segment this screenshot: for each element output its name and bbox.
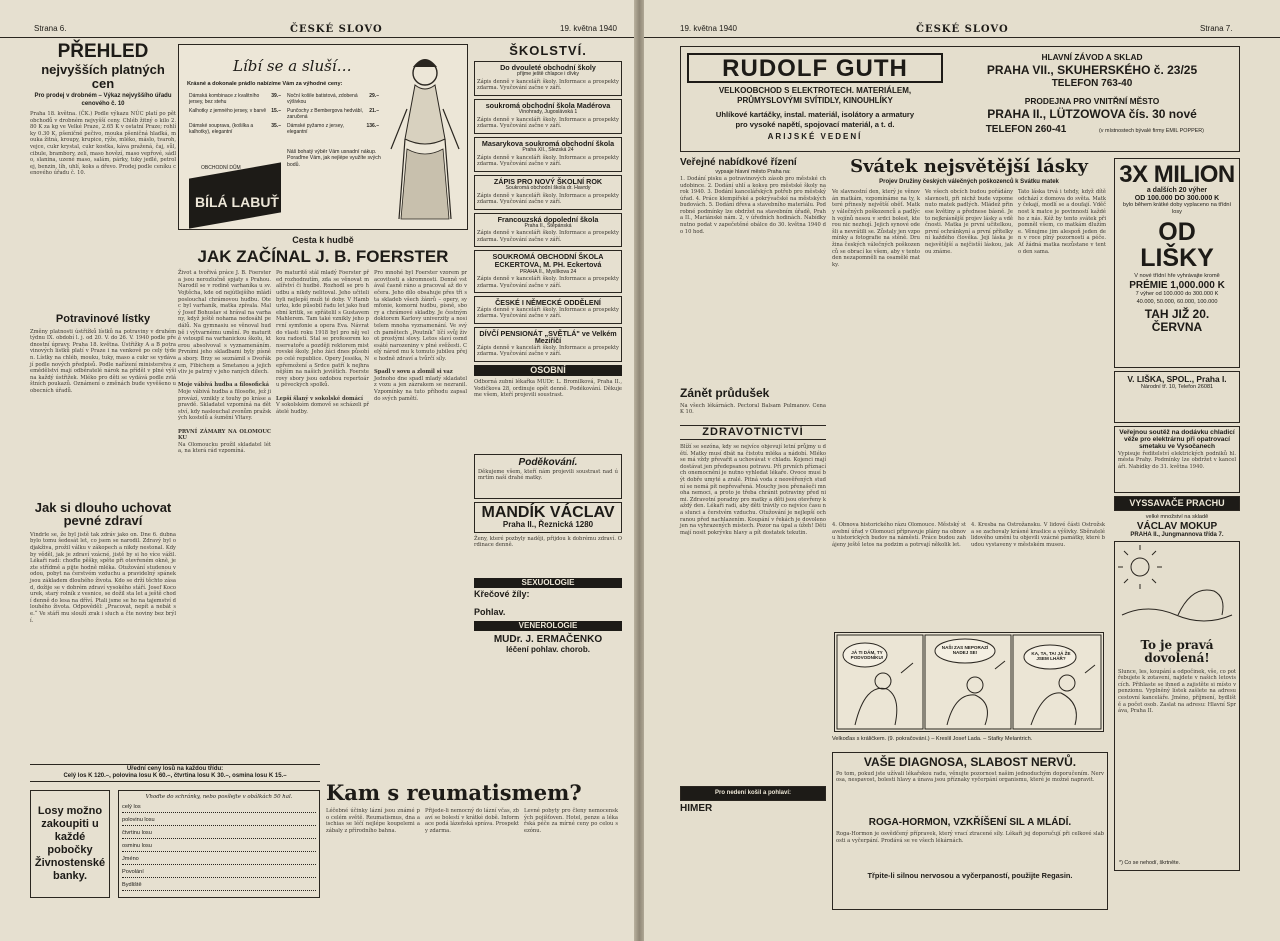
libi-logo-text: BÍLÁ LABUŤ (195, 194, 279, 210)
order-form-label: Bydliště (122, 882, 142, 888)
guth-name: RUDOLF GUTH (687, 53, 943, 83)
libi-logo-top: OBCHODNÍ DŮM (201, 165, 241, 171)
guth-hq-phone: TELEFON 763-40 (1051, 78, 1133, 89)
libi-item (189, 93, 281, 105)
lottery-price-title: Úřední ceny losů na každou třídu: (30, 764, 320, 773)
order-form (118, 790, 320, 898)
himer-label: Pro nedení košil a pohlaví: (714, 790, 792, 797)
verejnou-body: Vypisuje ředitelství elektrických podniků hl. města Prahy. Podmínky lze obdržet v kanceláři. Nabídky do 31. května 1940. (1118, 450, 1236, 470)
bila-labut-logo (187, 155, 285, 221)
libi-item-name: Dámská kombinace z kvalitního jersey, bez stehu (189, 93, 260, 105)
order-form-row[interactable] (122, 827, 316, 839)
diagnosa-title: VAŠE DIAGNOSA, SLABOST NERVŮ. (863, 755, 1077, 769)
school-ad-title: soukromá obchodní škola Madérova (485, 100, 611, 110)
potravinove-body: Změny platnosti ústřižků lístků na potraviny v druhém týdnu IX. období l. j. od 20. V. do 26. V. 1940 podle přednostní úpravy. Praha 18. května. Ústřižky A a B potravinových lístků platí v Praze i na venkově po celý týden. Lístky na chléb, mouku, tuky, maso a cukr se vydávají podle nových předpisů. Podle nařízení ministerstva zemědělství mají odběratelé nárok na příděl v plné výši na každý ústřižek. Mléko pro děti se vydává podle zvláštních poukazů. Oznámení o změnách bude vyvěšeno u obecních úřadů. (30, 328, 176, 394)
diagnosa-body: Po tom, pokud jste užívali lékařskou radu, věnujte pozornost našim jednoduchým doporučením. Nervosa, nespavost, bolesti hlavy a únava jsou příznaky vyčerpání organismu, které je možné napravit. (836, 770, 1104, 784)
vyssavace-title: VYSSAVAČE PRACHU (1129, 497, 1225, 508)
svatek-col-3: Tato láska trvá i tehdy, když dítě odchází z domova do světa. Matky čekají, modlí se a doufají. Vděčnost k matce je povinností každého z nás. Kéž by tento svátek připomněl všem, co matkám dlužíme. Věnujme jim alespoň jeden den v roce plný pozornosti a péče. Ať žádná matka nezůstane v tento den sama. (1018, 189, 1106, 255)
milion-l7: 40.000, 50.000, 60.000, 100.000 (1136, 298, 1218, 305)
svatek-title: Svátek nejsvětější lásky (850, 156, 1088, 177)
roga-title: ROGA-HORMON, VZKŘÍŠENÍ SIL A MLÁDÍ. (868, 816, 1072, 828)
vyssavace-brand: VÁCLAV MOKUP (1136, 520, 1218, 532)
foerster-sec2-heading: Moje vábivá hudba a filosofická (178, 382, 269, 389)
krecove-title: Křečové žíly: (474, 589, 530, 600)
issue-date: 19. května 1940 (560, 24, 617, 33)
foerster-sec3-heading: PRVNÍ ZÁMARY NA OLOMOUCKU (178, 428, 271, 442)
milion-l1: a dalších 20 výher (1146, 187, 1208, 195)
milion-title: 3X MILION (1119, 161, 1235, 188)
osobni-body: Odborná zubní lékařka MUDr. L. Bromilková, Praha II., Vodičkova 28, ordinuje opět denně. Podékování. Děkujeme všem, kteří projevili soustrast. (474, 379, 622, 399)
roga-body: Roga-Hormon je osvědčený přípravek, který vrací ztracené síly. Lékaři jej doporučují při celkové slabosti a vyčerpání. Prodává se ve všech lékárnách. (836, 831, 1104, 844)
verejne-column (680, 157, 826, 815)
rudolf-guth-ad (680, 46, 1240, 152)
reuma-col-2: Přijede-li nemocný do lázní včas, zbaví se bolestí v krátké době. Informace podá lázeňská správa. Prospekty zdarma. (425, 808, 519, 834)
foerster-title: JAK ZAČÍNAL J. B. FOERSTER (197, 247, 449, 267)
right-masthead: ČESKÉ SLOVO (916, 24, 1009, 35)
school-ad (474, 250, 622, 293)
libi-item-name: Kalhotky z jemného jersey, v barvě (189, 108, 267, 114)
liska-brand: OD LIŠKY (1140, 217, 1214, 272)
kresba-notice: 4. Kresba na Ostrožansku. V lidové části Ostrožska se zachovaly krásné kraslice a výšivky. Sběratelé lidového umění tu objevili vzácné památky, které budou vystaveny v městském museu. (971, 522, 1105, 548)
venerologie-title: VENEROLOGIE (474, 621, 622, 631)
libi-headline: Líbí se a sluší… (233, 57, 352, 75)
order-form-label: osminu losu (122, 843, 152, 849)
cesta-kicker: Cesta k hudbě (292, 235, 354, 245)
vyssavace-ad (1114, 496, 1240, 511)
podekovani-title: Poděkování. (518, 457, 578, 469)
mandik-title: MANDÍK VÁCLAV (481, 503, 615, 521)
order-form-label: polovinu losu (122, 817, 155, 823)
lottery-prices: Celý los K 120.–, polovina losu K 60.–, čtvrtina losu K 30.–, osmina losu K 15.– (30, 773, 320, 781)
dovolena-title: To je pravá dovolená! (1140, 638, 1214, 665)
foerster-article (178, 236, 468, 762)
right-page-header (644, 10, 1280, 38)
libi-item-name: Dámské pyžamo z jersey, elegantní (287, 123, 344, 135)
tripte-text: Třpite-li silnou nervosou a vyčerpaností, použijte Regasin. (867, 871, 1073, 881)
guth-shop-phone: TELEFON 260-41 (985, 124, 1067, 135)
right-issue-date: 19. května 1940 (680, 24, 737, 33)
cartoon-bubble-3: KA, TA, TA! JÁ ŽE JSEM LHÁŘ? (1031, 651, 1071, 661)
woman-illustration-icon (385, 49, 465, 227)
order-form-label: celý los (122, 804, 141, 810)
school-ad (474, 99, 622, 134)
zanet-body: Na všech lékárnách. Pectoral Balsam Pulmanov. Cena K 10. (680, 402, 826, 416)
libi-item (189, 123, 281, 135)
obnova-notice: 4. Obnova historického rázu Olomouce. Městský stavební úřad v Olomouci připravuje plány na obnovu historických budov na náměstí. Práce budou zahájeny ještě letos na podzim a potrvají několik let. (832, 522, 966, 548)
himer-name: HIMER (680, 803, 713, 815)
lottery-block (30, 764, 320, 904)
libi-item-list (189, 93, 379, 135)
milion-tah: TAH JIŽ 20. ČERVNA (1144, 306, 1210, 334)
dovolena-footnote: *) Co se nehodí, škrtněte. (1119, 860, 1181, 867)
school-ad (474, 213, 622, 248)
order-form-rows (122, 801, 316, 891)
school-ad-body: Zápis denně v kanceláři školy. Informace a prospekty zdarma. Vyučování začne v září. (477, 344, 619, 358)
verejne-sub: vypsaje hlavní město Praha na: (715, 168, 791, 175)
right-page (644, 0, 1280, 941)
school-ad (474, 61, 622, 96)
libi-item-price: 35.– (271, 123, 281, 129)
school-ad-title: ČESKÉ I NĚMECKÉ ODDĚLENÍ (495, 298, 601, 308)
liska-sub: Národní tř. 10, Telefon 26081 (1140, 383, 1214, 390)
school-ad-title: ZÁPIS PRO NOVÝ ŠKOLNÍ ROK (493, 176, 603, 186)
school-ad-title: Do dvouleté obchodní školy (500, 62, 596, 72)
skolstvi-column (474, 44, 622, 780)
skolstvi-title: ŠKOLSTVÍ. (509, 43, 587, 58)
left-page-header (0, 10, 636, 38)
ermacenko-sub: léčení pohlav. chorob. (506, 644, 590, 654)
reuma-col-1: Léčebné účinky lázní jsou známé po celém světě. Reumatismus, dna a ischias se léčí nejlépe koupelemi a zábaly z přírodního bahna. (326, 808, 420, 834)
order-form-row[interactable] (122, 879, 316, 891)
libi-item-price: 21.– (369, 108, 379, 114)
foerster-sec5-heading: Spadl v sovu a zlomil si vaz (374, 369, 453, 376)
libi-item (287, 123, 379, 135)
school-ad (474, 137, 622, 172)
lada-cartoon (834, 632, 1104, 732)
guth-line2: PRŮMYSLOVÝMI SVÍTIDLY, KINOUHLÍKY (737, 96, 893, 105)
podekovani-body: Děkujeme všem, kteří nám projevili soustrast nad úmrtím naší drahé matky. (478, 468, 618, 482)
guth-shop-note: (v místnostech bývalé firmy EMIL POPPER) (1099, 128, 1204, 134)
cartoon-bubble-1: JÁ TI DÁM, TY PODVODNÍKU! (850, 650, 884, 660)
liska-name: V. LIŠKA, SPOL., Praha I. (1127, 374, 1227, 384)
school-ad-sub: Vinohrady, Jugoslávská 1 (518, 109, 578, 116)
potravinove-title: Potravinové lístky (55, 313, 151, 326)
sun-beach-illustration-icon (1118, 545, 1234, 635)
liska-ad (1114, 158, 1240, 368)
prehled-subtitle: nejvyšších platných cen (41, 61, 165, 91)
libi-item-name: Dámské souprava, (košilka a kalhotky), elegantní (189, 123, 254, 135)
sexualogie-title: SEXUOLOGIE (474, 578, 622, 588)
svatek-notices (832, 522, 1106, 626)
order-form-row[interactable] (122, 866, 316, 878)
libi-sub: Krásné a dokonale prádlo nabízíme Vám za výhodné ceny: (187, 81, 343, 87)
libi-item-price: 136.– (366, 123, 379, 129)
school-ad-body: Zápis denně v kanceláři školy. Informace a prospekty zdarma. Vyučování začne v září. (477, 192, 619, 206)
verejne-body: 1. Dodání pisku a potravinových zásob pro městské chudobince. 2. Dodání uhlí a koksu pro městské školy na rok 1940. 3. Dodání kancelářských potřeb pro městský úřad. 4. Práce klempířské a pokrývačské na městských budovách. 5. Dodání dřeva a stavebního materiálu. Podrobné podmínky lze obdržet na stavebním úřadě, Praha II., Mariánské nám. 2, v úředních hodinách. Nabídky nutno podat v zapečetěné obálce do 30. května 1940 do 10 hod. (680, 175, 826, 235)
osobni-title: OSOBNÍ (474, 365, 622, 376)
cartoon-bubble-2: NAŠI ZAS NEPORAZÍ NADEJ SE! (941, 645, 989, 655)
libi-note: Náš bohatý výběr Vám usnadní nákup. Poraďme Vám, jak nejlépe využíte svých bodů. (287, 149, 381, 168)
order-form-label: Jméno (122, 856, 139, 862)
guth-line3: Uhlíkové kartáčky, instal. materiál, isolátory a armatury (715, 110, 915, 119)
school-ad-sub: Soukromá obchodní škola dr. Havrdy (505, 185, 591, 192)
milion-l4: V nové třídní hře vyhrávajte kromě (1134, 273, 1220, 280)
milion-l6: 7 výher od 100.000 do 300.000 K (1135, 291, 1219, 298)
prehled-desc: Pro prodej v drobném – Výkaz nejvyššího úřadu cenového č. 10 (34, 93, 172, 107)
guth-line5: ARIJSKÉ VEDENÍ (767, 132, 863, 141)
school-ad-title: DÍVČÍ PENSIONÁT „SVĚTLÁ" ve Velkém Meziříčí (479, 328, 617, 346)
school-ad-list (474, 61, 622, 362)
order-form-title: Vhodte do schránky, nebo posílejte v obálkách 50 hal. (145, 794, 293, 800)
jak-dlouho-title: Jak si dlouho uchovat pevné zdraví (34, 499, 172, 529)
libi-item-price: 15.– (271, 108, 281, 114)
guth-line1: VELKOOBCHOD S ELEKTROTECH. MATERIÁLEM, (718, 86, 912, 95)
school-ad-sub: Praha II., Štěpánská (524, 223, 572, 230)
school-ad-title: SOUKROMÁ OBCHODNÍ ŠKOLA ECKERTOVA, M. PH. Eckertová (492, 252, 604, 270)
diagnosa-ad (832, 752, 1108, 910)
foerster-col-1: Život a tvořivá práce J. B. Foerstera jsou nerozlučně spjaty s Prahou. Narodil se v rodině varhaníka u sv. Vojtěcha, kde od nejútlejšího mládí poslouchal chrámovou hudbu. Otec byl varhaník, matka zpívala. Malý Josef Bohuslav si hrával na varhany, když ještě nohama nedosáhl pedálů. Na gymnasiu se věnoval hudbě i výtvarnému umění. Po maturitě vstoupil na varhanickou školu, kterou absolvoval s vyznamenáním. Prvními jeho skladbami byly písně a sbory. Brzy se seznámil s Dvořákem, Fibichem a Smetanou a jejich vliv je patrný v jeho raných dílech. Moje vábivá hudba a filosofická Moje vábivá hudba a filosofie, jež ji provází, vznikly z touhy po kráse a pravdě. Skladatel vzpomíná na dětství, kdy naslouchal zvonům pražských kostelů a šumění Vltavy. PRVNÍ ZÁMARY NA OLOMOUCKU Na Olomoucku prožil skladatel léta, na která rád vzpomíná. (178, 270, 272, 455)
page-number: Strana 6. (34, 24, 67, 33)
mandik-body: Ženy, které pozbyly naději, přijdou k dobrému zdraví. Ordinace denně. (474, 535, 622, 549)
school-ad-body: Zápis denně v kanceláři školy. Informace a prospekty zdarma. Vyučování začne v září. (477, 116, 619, 130)
dovolena-ad (1114, 541, 1240, 871)
school-ad-body: Zápis denně v kanceláři školy. Informace a prospekty zdarma. Vyučování začne v září. (477, 78, 619, 92)
school-ad (474, 296, 622, 324)
order-form-row[interactable] (122, 853, 316, 865)
school-ad (474, 175, 622, 210)
order-form-row[interactable] (122, 814, 316, 826)
jak-dlouho-body: Vindrle se, že byl jistě tak zdráv jako on. Dne 6. dubna bylo tomu šedesát let, co jsem se narodil. Zdravý byl odjakživa, prožil válku v zákopech a nikdy nestonal. Kdyby věděl, jak je zdraví vzácné, jistě by si ho více vážil. Lékaři radí: choďte pěšky, spěte při otevřeném okně, jezte střídmě a pijte hodně mléka. Otužování studenou vodou, pobyt na čerstvém vzduchu a pravidelný spánek jsou základem dlouhého života. Kdo se drží těchto zásad, dožije se v dobrém zdraví vysokého stáří. Josef Kocourek, starý rolník z vesnice, se dožil sta let a ještě chodí denně do lesa na dříví. Ptali jsme se ho na tajemství dlouhého života. Odpověděl: „Pracovat, nepít a nebát se.“ Ve stáří mu slouží zrak i sluch a čte noviny bez brýlí. (30, 531, 176, 624)
school-ad-title: Masarykova soukromá obchodní škola (481, 138, 615, 148)
guth-hq: HLAVNÍ ZÁVOD A SKLAD (1041, 52, 1143, 62)
left-page (0, 0, 636, 941)
school-ad-sub: přijme ještě chlapce i dívky (517, 71, 579, 78)
prehled-title: PŘEHLED (57, 41, 149, 62)
svatek-col-2: Ve všech obcích budou pořádány slavnosti, při nichž bude vzpomenuto matek padlých. Mládež přinese květiny a přednese básně. Je to nejkrásnější projev lásky a vděčnosti. Matka je první učitelkou, první ochránkyní a první přítelkyní každého člověka. Její láska je nejsvětější a nejčistší láskou, jakou známe. (925, 189, 1013, 255)
school-ad-sub: PRAHA II., Myslíkova 24 (519, 268, 577, 275)
libi-item-name: Noční košile batistová, zdobená výšivkou (287, 93, 358, 105)
mandik-sub: Praha II., Řeznická 1280 (502, 520, 594, 530)
dovolena-body: Slunce, les, koupání a odpočinek, vše, co potřebujete k zotavení, najdete v našich letoviscích. Přihlaste se ihned a zajistěte si místo v penzionu. Vyplněný lístek zašlete na adresu cestovní kanceláře. Jméno, příjmení, bydliště a počet osob. Zaslat na adresu: Hlavní Správa, Praha II. (1118, 668, 1236, 715)
school-ad-body: Zápis denně v kanceláři školy. Informace a prospekty zdarma. Vyučování začne v září. (477, 276, 619, 289)
order-form-row[interactable] (122, 801, 316, 813)
libi-item (287, 108, 379, 120)
milion-l5: PRÉMIE 1,000.000 K (1129, 279, 1225, 291)
prehled-body: Praha 18. května. (ČK.) Podle výkazu NÚC platí po pět obchodů v drobném nejvyšší ceny. Chléb žitný o kilo 2.80 K za kg ve Velké Praze, 2.65 K v ostatní Praze; rohlíky 0.30 K, pšeničné pečivo, mouka pšeničná hladká, mouka žitná, kroupy, krupice, rýže, mléko, máslo, tvaroh, vejce, cukr krystal, cukr kostka, káva pražená, čaj, sůl, cibule, brambory, zelí, maso hovězí, maso vepřové, sádlo, slanina, uzené maso, salám, párky, tuky jedlé, petrolej, benzin, líh, uhlí, koks a dřevo. Prodej podle ceníku cenového úřadu č. 10. (30, 111, 176, 177)
svatek-article (832, 158, 1106, 518)
verejnou-title: Veřejnou soutěž na dodávku chladicí věže pro elektrárnu při opatrovací smetaku ve Vysočanech (1119, 429, 1235, 450)
svatek-col-1: Ve slavnostní den, který je věnován matkám, vzpomínáme na ty, které přinesly největší oběť. Matky válečných poškozenců a padlých vojínů nesou v srdci bolest, kterou nic nezhojí. Jejich synové odešli a nevrátili se. Zůstaly jen vzpomínky a fotografie na stěně. Družina českých válečných poškozenců se obrací ke všem, aby v tento den nezapomněli na osamělé matky. (832, 189, 920, 268)
order-form-row[interactable] (122, 840, 316, 852)
ermacenko-title: MUDr. J. ERMAČENKO (493, 634, 603, 646)
bila-labut-ad (178, 44, 468, 230)
reuma-ad (326, 782, 620, 892)
reuma-col-3: Levné pobyty pro členy nemocenských pojišťoven. Hotel, penze a lékařská péče za mírné ceny po celou sezónu. (524, 808, 618, 834)
cartoon-caption: Velkoďas s králičkem. (9. pokračování.) – Kreslil Josef Lada. – Stafky Melantrich. (832, 736, 1033, 742)
school-ad-body: Zápis denně v kanceláři školy. Informace a prospekty zdarma. Vyučování začne v září. (477, 306, 619, 320)
zanet-title: Zánět průdušek (680, 385, 770, 400)
school-ad-body: Zápis denně v kanceláři školy. Informace a prospekty zdarma. Vyučování začne v září. (477, 230, 619, 244)
guth-shop-address: PRAHA II., LÜTZOWOVA čís. 30 nové (987, 107, 1197, 121)
masthead: ČESKÉ SLOVO (290, 24, 383, 35)
libi-item (189, 108, 281, 120)
vyssavace-sub: velké množství na skladě (1145, 514, 1209, 521)
lottery-text: Losy možno zakoupiti u každé pobočky Živnostenské banky. (34, 805, 106, 882)
libi-item-price: 39.– (271, 93, 281, 99)
foerster-sec4-heading: Lepší šlaný v sokolské domácí (276, 395, 364, 402)
right-page-number: Strana 7. (1200, 24, 1233, 33)
school-ad-sub: Praha XII., Slezská 24 (522, 147, 574, 154)
price-column (30, 42, 176, 764)
milion-column (1114, 158, 1240, 908)
libi-item (287, 93, 379, 105)
zdravotnictvi-title: ZDRAVOTNICTVÍ (680, 425, 826, 441)
libi-item-name: Punčochy z Bembergova hedvábí, zaručená (287, 108, 364, 120)
milion-l3: bylo během krátké doby vyplaceno na třídní losy (1122, 201, 1232, 216)
verejne-title: Veřejné nabídkové řízení (680, 157, 797, 168)
guth-hq-address: PRAHA VII., SKUHERSKÉHO č. 23/25 (986, 63, 1198, 77)
school-ad-title: Francouzská dopolední škola (497, 214, 599, 224)
foerster-col-3: Pro mnohé byl Foerster vzorem pracovitosti a skromnosti. Denně vstával časně ráno a pracoval až do večera. Jeho dílo obsahuje přes tři sta skladeb všech žánrů – opery, symfonie, komorní hudbu, písně, sbory a chrámové skladby. Je čestným doktorem Karlovy univerzity a nositelem mnoha vyznamenání. Ve svých pamětech „Poutník“ líčí svůj život prostými slovy. Letos slaví osmdesáté narozeniny v plné svěžesti. Celý národ mu k tomuto jubileu přeje hodně zdraví a tvůrčí síly. Spadl v sovu a zlomil si vaz Jednoho dne spadl mladý skladatel z vozu a jen zázrakem se nezranil. Vzpomínky na tuto příhodu zapsal do svých pamětí. (374, 270, 467, 402)
school-ad-body: Zápis denně v kanceláři školy. Informace a prospekty zdarma. Vyučování začne v září. (477, 154, 619, 168)
milion-l2: OD 100.000 DO 300.000 K (1134, 194, 1220, 202)
guth-line4: pro vysoké napětí, spojovací materiál, a t. d. (735, 120, 895, 129)
pohlav-title: Pohlav. (474, 606, 506, 617)
liska-address-box (1114, 371, 1240, 423)
guth-shop: PRODEJNA PRO VNITŘNÍ MĚSTO (1024, 96, 1160, 106)
reuma-title: Kam s reumatismem? (326, 780, 582, 805)
svatek-sub: Projev Družiny českých válečných poškozenců k Svátku matek (879, 178, 1059, 185)
vyssavace-address: PRAHA II., Jungmannova třída 7. (1130, 532, 1224, 539)
school-ad (474, 327, 622, 362)
libi-item-price: 29.– (369, 93, 379, 99)
order-form-label: čtvrtinu losu (122, 830, 152, 836)
foerster-col-2: Po maturitě stál mladý Foerster před rozhodnutím, zda se věnovat malířství či hudbě. Rozhodl se pro hudbu a nikdy nelitoval. Jeho učiteli byli nejlepší muži té doby. V Hamburku, kde působil řadu let jako hudební kritik, se spřátelil s Gustavem Mahlerem. Tam také vznikly jeho první symfonie a opera Eva. Návrat do vlasti roku 1918 byl pro něj velkou radostí. Stal se profesorem konservatoře a později rektorem mistrovské školy. Jeho žáci dnes působí po celé republice. Opery Jessika, Nepřemožení a Srdce patří k nejhranějším na našich jevištích. Foersterovy sbory jsou ozdobou repertoáru pěveckých spolků. Lepší šlaný v sokolské domácí V sokolském domově se scházeli přátelé hudby. (276, 270, 369, 415)
order-form-label: Povolání (122, 869, 144, 875)
zdravotnictvi-body: Blíží se sezóna, kdy se nejvíce objevují letní průjmy u dětí. Matky musí dbát na čistotu mléka a nádobí. Mléko se má vždy převařit a uchovávat v chladu. Kojenci mají dostávat jen předepsanou potravu. Při prvních příznacích onemocnění je nutno vyhledat lékaře. Ovoce musí být dobře umyté a zralé. Pitná voda z neověřených studní se nemá pít nepřevařená. Mouchy jsou přenašeči mnoha nemocí, a proto je třeba chránit potraviny před nimi. Zdravotní poradny pro matky a děti jsou otevřeny každý den. Lékaři radí, aby děti trávily co nejvíce času na slunci a čerstvém vzduchu. Otužování je nejlepší ochranou před nachlazením. Koupání v řekách je dovoleno jen na vyhrazených místech. Pozor na úpal a úžeh! Děti mají nosit pokrývku hlavy a pít dostatek tekutin. (680, 444, 826, 536)
